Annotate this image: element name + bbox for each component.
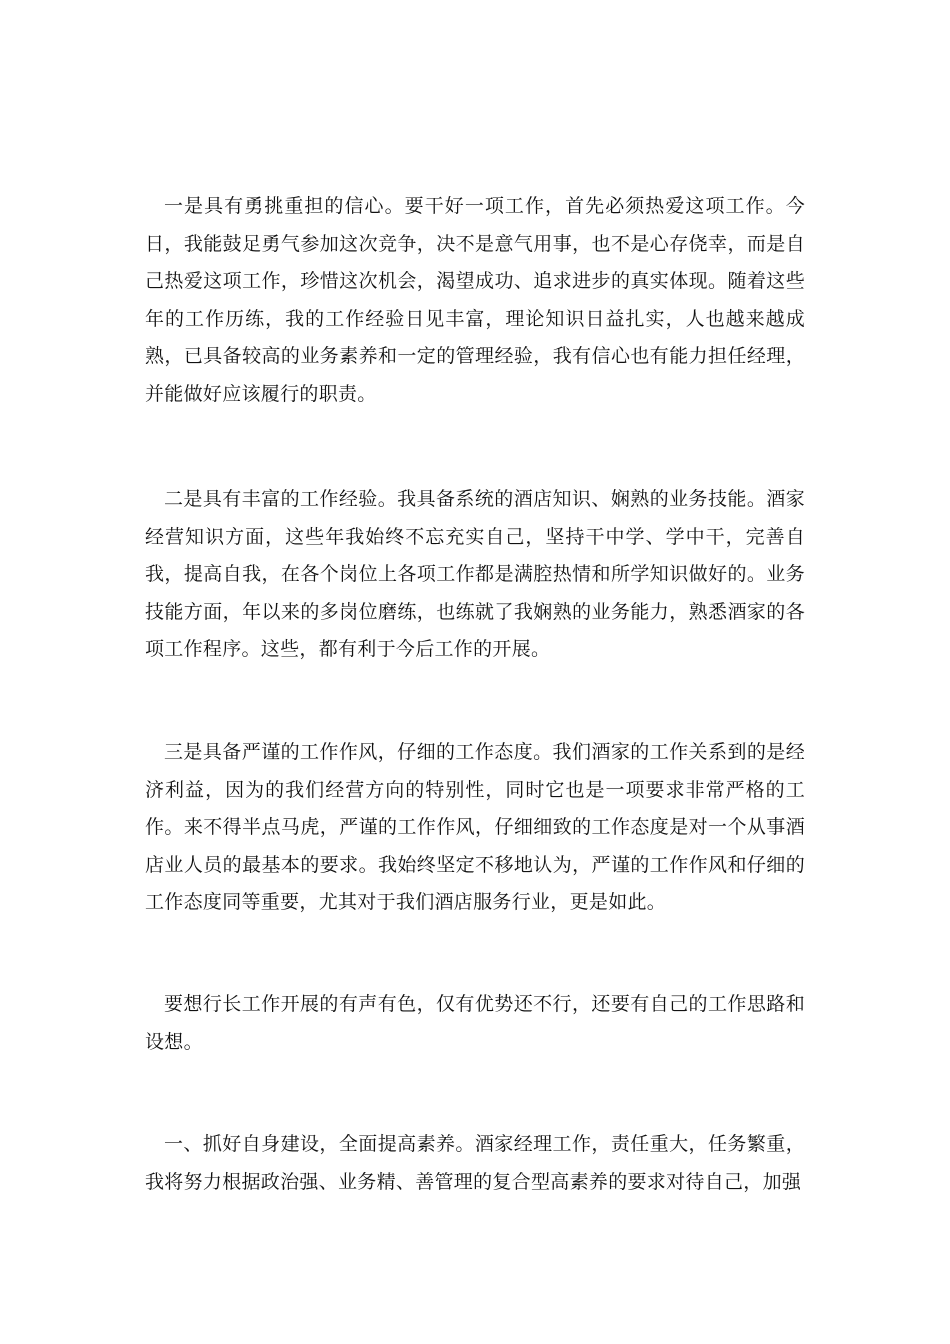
paragraph-experience: 二是具有丰富的工作经验。我具备系统的酒店知识、娴熟的业务技能。酒家经营知识方面，这些年我始终不忘充实自己，坚持干中学、学中干，完善自我，提高自我，在各个岗位上各项工作都是满腔热情和所学知识做好的。业务技能方面，年以来的多岗位磨练，也练就了我娴熟的业务能力，熟悉酒家的各项工作程序。这些，都有利于今后工作的开展。 bbox=[145, 488, 805, 660]
paragraph-ideas-intro: 要想行长工作开展的有声有色，仅有优势还不行，还要有自己的工作思路和设想。 bbox=[145, 993, 805, 1053]
paragraph-confidence: 一是具有勇挑重担的信心。要干好一项工作，首先必须热爱这项工作。今日，我能鼓足勇气参加这次竞争，决不是意气用事，也不是心存侥幸，而是自己热爱这项工作，珍惜这次机会，渴望成功、追求进步的真实体现。随着这些年的工作历练，我的工作经验日见丰富，理论知识日益扎实，人也越来越成熟，已具备较高的业务素养和一定的管理经验，我有信心也有能力担任经理，并能做好应该履行的职责。 bbox=[145, 195, 805, 405]
paragraph-work-style: 三是具备严谨的工作作风，仔细的工作态度。我们酒家的工作关系到的是经济利益，因为的我们经营方向的特别性，同时它也是一项要求非常严格的工作。来不得半点马虎，严谨的工作作风，仔细细致的工作态度是对一个从事酒店业人员的最基本的要求。我始终坚定不移地认为，严谨的工作作风和仔细的工作态度同等重要，尤其对于我们酒店服务行业，更是如此。 bbox=[145, 741, 805, 913]
paragraph-self-building: 一、抓好自身建设，全面提高素养。酒家经理工作，责任重大，任务繁重，我将努力根据政治强、业务精、善管理的复合型高素养的要求对待自己，加强 bbox=[145, 1133, 805, 1193]
